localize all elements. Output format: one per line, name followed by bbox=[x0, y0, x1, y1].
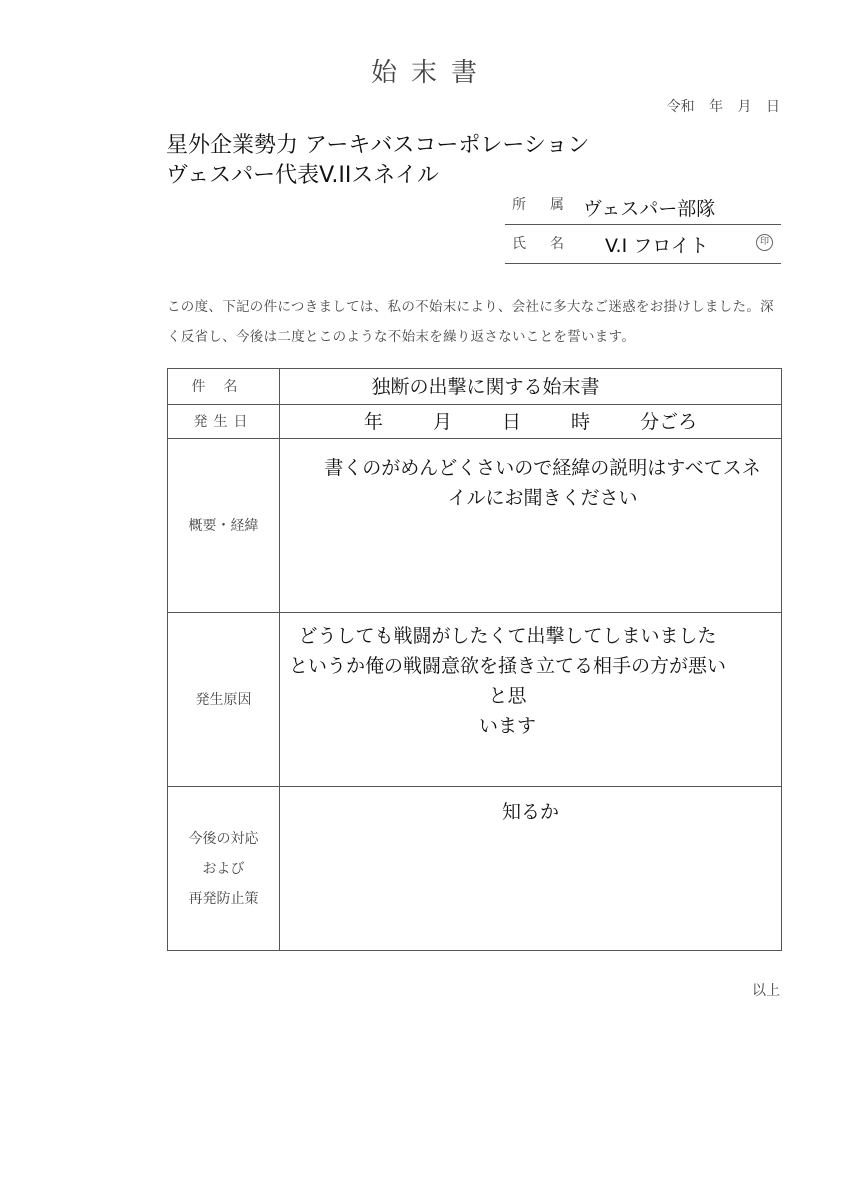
countermeasure-value: 知るか bbox=[280, 787, 782, 951]
cause-line-2: というか俺の戦闘意欲を掻き立てる相手の方が悪いと思 bbox=[288, 655, 726, 707]
subject-value: 独断の出撃に関する始末書 bbox=[280, 369, 782, 405]
name-value: V.I フロイト bbox=[605, 235, 709, 257]
handwritten-representative-line: ヴェスパー代表V.IIスネイル bbox=[166, 163, 439, 188]
countermeasure-label-1: 今後の対応 bbox=[188, 830, 259, 847]
affiliation-value: ヴェスパー部隊 bbox=[583, 198, 716, 220]
intro-paragraph: この度、下記の件につきましては、私の不始末により、会社に多大なご迷惑をお掛けしました。深く反省し、今後は二度とこのような不始末を繰り返さないことを誓います。 bbox=[167, 299, 774, 345]
table-row bbox=[168, 369, 782, 405]
affiliation-row bbox=[505, 186, 781, 225]
countermeasure-label-cell bbox=[168, 787, 280, 951]
closing-text: 以上 bbox=[752, 983, 780, 999]
countermeasure-label-3: 再発防止策 bbox=[188, 890, 259, 907]
cause-line-1: どうしても戦闘がしたくて出撃してしまいました bbox=[298, 625, 717, 647]
summary-cell bbox=[280, 439, 782, 613]
subject-label-cell bbox=[168, 369, 280, 405]
date-label: 発生日 bbox=[193, 413, 254, 430]
table-row bbox=[168, 613, 782, 787]
date-line: 令和 年 月 日 bbox=[666, 99, 780, 115]
date-value: 年 月 日 時 分ごろ bbox=[280, 405, 782, 439]
seal-icon: 印 bbox=[756, 234, 773, 251]
name-label: 氏名 bbox=[512, 236, 588, 252]
name-row bbox=[505, 225, 781, 264]
report-table bbox=[167, 368, 782, 951]
cause-label: 発生原因 bbox=[168, 613, 280, 787]
summary-line-1: 書くのがめんどくさいので経緯の説明はすべてスネ bbox=[324, 457, 761, 479]
cause-line-3: います bbox=[478, 715, 536, 737]
subject-label: 件名 bbox=[191, 378, 256, 395]
cause-cell bbox=[280, 613, 782, 787]
document-title: 始末書 bbox=[370, 58, 491, 88]
summary-label: 概要・経緯 bbox=[168, 439, 280, 613]
table-row bbox=[168, 787, 782, 951]
affiliation-label: 所属 bbox=[512, 197, 588, 213]
table-row bbox=[168, 405, 782, 439]
table-row bbox=[168, 439, 782, 613]
summary-line-2: イルにお聞きください bbox=[447, 487, 638, 509]
handwritten-company-line: 星外企業勢力 アーキバスコーポレーション bbox=[166, 133, 590, 158]
date-label-cell bbox=[168, 405, 280, 439]
countermeasure-label-2: および bbox=[202, 860, 245, 877]
